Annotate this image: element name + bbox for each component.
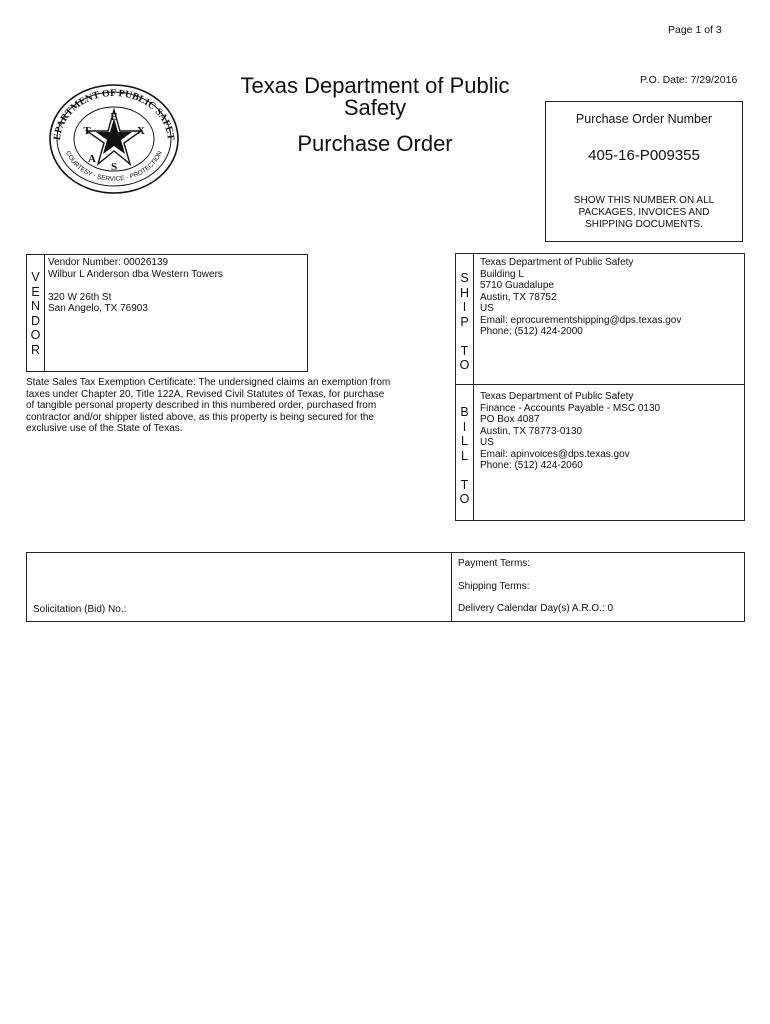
side-letter: I <box>462 300 467 314</box>
title-line-1: Texas Department of Public <box>240 73 510 98</box>
vendor-city: San Angelo, TX 76903 <box>48 303 148 314</box>
side-letter: T <box>460 477 469 492</box>
side-letter: N <box>30 299 41 313</box>
vendor-name: Wilbur L Anderson dba Western Towers <box>48 268 223 280</box>
exemption-line: of tangible personal property described in this numbered order, purchased from <box>26 400 377 411</box>
address-line: Austin, TX 78752 <box>480 291 557 303</box>
page-number: Page 1 of 3 <box>668 24 722 36</box>
seal-letter-a: A <box>88 153 96 165</box>
terms-box <box>26 552 745 622</box>
seal-bottom-text: COURTESY · SERVICE · PROTECTION <box>64 150 164 183</box>
ship-to-side-label <box>456 271 473 373</box>
side-letter: P <box>460 314 469 329</box>
address-line: PO Box 4087 <box>480 414 540 425</box>
side-letter: L <box>461 434 468 448</box>
delivery-days: Delivery Calendar Day(s) A.R.O.: 0 <box>458 603 614 614</box>
solicitation-number: Solicitation (Bid) No.: <box>33 604 127 615</box>
po-number-label: Purchase Order Number <box>575 112 713 126</box>
side-letter: O <box>30 328 41 342</box>
bill-email[interactable]: Email: apinvoices@dps.texas.gov <box>480 448 630 460</box>
exemption-line: taxes under Chapter 20, Title 122A, Revised Civil Statutes of Texas, for purchase <box>26 388 385 400</box>
po-date: P.O. Date: 7/29/2016 <box>640 74 738 86</box>
ship-phone: Phone: (512) 424-2000 <box>480 326 583 337</box>
side-spacer <box>456 329 473 344</box>
ship-to-box <box>455 253 745 385</box>
address-line: Austin, TX 78773-0130 <box>480 425 583 437</box>
po-number: 405-16-P009355 <box>588 147 700 164</box>
side-letter: H <box>459 285 470 300</box>
side-letter: I <box>462 419 467 434</box>
side-letter: B <box>460 405 469 419</box>
side-letter: V <box>31 270 40 284</box>
shipping-terms: Shipping Terms: <box>458 581 530 592</box>
side-letter: O <box>459 358 470 372</box>
po-number-note: SHOW THIS NUMBER ON ALL PACKAGES, INVOICES AND SHIPPING DOCUMENTS. <box>573 195 715 230</box>
terms-divider <box>451 553 452 621</box>
side-letter: O <box>459 492 470 506</box>
tax-exemption-text <box>26 377 406 435</box>
bill-phone: Phone: (512) 424-2060 <box>480 460 583 471</box>
ship-email[interactable]: Email: eprocurementshipping@dps.texas.gov <box>480 314 682 326</box>
side-letter: T <box>460 343 469 358</box>
address-line: 5710 Guadalupe <box>480 280 554 291</box>
seal-top-text: EPARTMENT OF PUBLIC SAFET <box>51 87 177 141</box>
address-line: US <box>480 303 494 314</box>
bill-to-address <box>480 391 660 472</box>
side-letter: D <box>30 313 41 328</box>
bill-to-side-label <box>456 405 473 507</box>
side-spacer <box>456 463 473 478</box>
dps-seal-icon <box>44 82 184 196</box>
vendor-number: Vendor Number: 00026139 <box>48 257 169 268</box>
side-letter: E <box>31 284 40 299</box>
address-line: Texas Department of Public Safety <box>480 391 634 402</box>
address-line: Finance - Accounts Payable - MSC 0130 <box>480 402 661 414</box>
payment-terms: Payment Terms: <box>458 558 531 569</box>
vendor-spacer <box>48 280 223 292</box>
address-line: Texas Department of Public Safety <box>480 257 634 268</box>
address-line: US <box>480 437 494 448</box>
address-line: Building L <box>480 268 524 280</box>
side-letter: L <box>461 448 468 463</box>
vendor-address <box>48 257 223 315</box>
seal-letter-e: E <box>110 111 118 123</box>
document-title: Purchase Order <box>297 131 453 156</box>
vendor-street: 320 W 26th St <box>48 291 112 303</box>
po-number-box <box>545 101 743 242</box>
seal-letter-x: X <box>137 125 145 137</box>
title-line-2: Safety <box>343 95 407 120</box>
bill-to-box <box>455 385 745 521</box>
exemption-line: contractor and/or shipper listed above, as this property is being secured for the <box>26 411 374 423</box>
seal-letter-s: S <box>110 161 118 173</box>
side-letter: S <box>460 271 469 285</box>
side-letter: R <box>30 342 41 357</box>
vendor-box <box>26 254 308 372</box>
vendor-side-label <box>27 270 44 357</box>
ship-to-address <box>480 257 681 338</box>
seal-letter-t: T <box>83 125 91 137</box>
exemption-line: exclusive use of the State of Texas. <box>26 423 183 434</box>
exemption-line: State Sales Tax Exemption Certificate: The undersigned claims an exemption from <box>26 377 391 388</box>
